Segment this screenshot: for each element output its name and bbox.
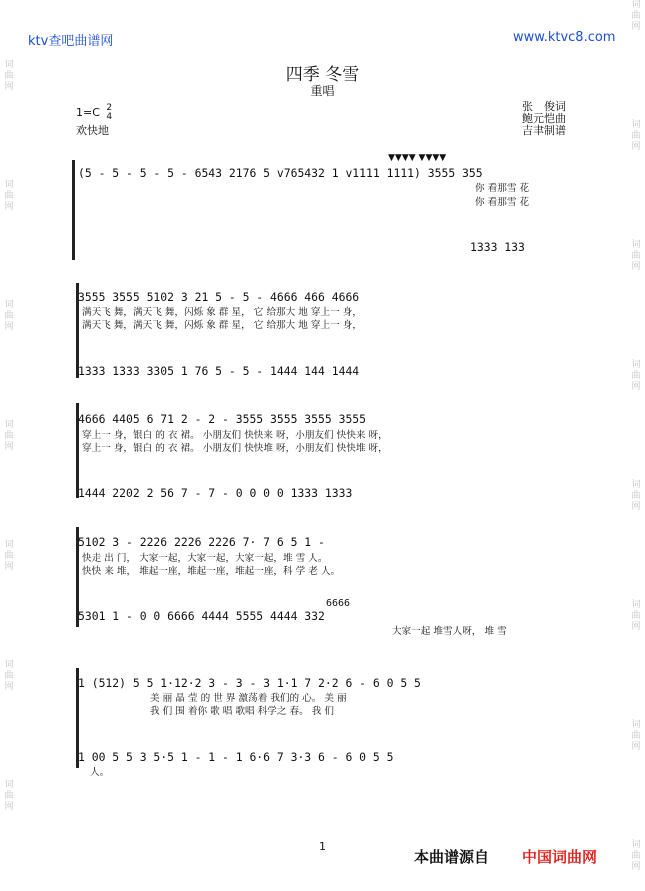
key-label: 1=C — [76, 106, 100, 119]
system-2-lyric-2: 满天飞 舞，满天飞 舞，闪烁 象 群 星， 它 给那大 地 穿上一 身， — [82, 320, 362, 331]
lyricist: 张 俊词 — [522, 100, 566, 113]
system-2-lyric-1: 满天飞 舞，满天飞 舞，闪烁 象 群 星， 它 给那大 地 穿上一 身， — [82, 307, 362, 318]
watermark-left-1: 词曲网 — [4, 60, 14, 92]
watermark-right-4: 词曲网 — [631, 360, 641, 392]
accent-marks: ▼▼▼▼ ▼▼▼▼ — [388, 153, 447, 163]
system-3-upper-staff: 4666 4405 6 71 2 - 2 - 3555 3555 3555 3555 — [78, 412, 367, 426]
system-2-lower-staff: 1333 1333 3305 1 76 5 - 5 - 1444 144 1444 — [78, 364, 360, 378]
watermark-right-2: 词曲网 — [631, 120, 641, 152]
tempo-marking: 欢快地 — [76, 124, 109, 137]
watermark-left-4: 词曲网 — [4, 420, 14, 452]
system-2-upper-staff: 3555 3555 5102 3 21 5 - 5 - 4666 466 4666 — [78, 290, 360, 304]
system-5-lower-staff: 1 00 5 5 3 5·5 1 - 1 - 1 6·6 7 3·3 6 - 6 0 5 5 — [78, 750, 394, 764]
system-1-lower-staff: 1333 133 — [470, 240, 525, 254]
watermark-right-7: 词曲网 — [631, 720, 641, 752]
composer: 鲍元恺曲 — [522, 112, 566, 125]
watermark-right-6: 词曲网 — [631, 600, 641, 632]
system-4-upper-staff: 5102 3 - 2226 2226 2226 7· 7 6 5 1 - — [78, 535, 325, 549]
system-4-chord-upper: 6666 — [326, 598, 351, 609]
time-signature — [106, 104, 112, 122]
system-4-lyric-3: 大家一起 堆雪人呀， 堆 雪 — [392, 626, 507, 637]
watermark-left-7: 词曲网 — [4, 780, 14, 812]
source-site-link[interactable]: 中国词曲网 — [522, 848, 598, 866]
system-1-lyric-1: 你 看那雪 花 — [475, 183, 530, 194]
system-5-upper-staff: 1 (512) 5 5 1·12·2 3 - 3 - 3 1·1 7 2·2 6 - 6 0 5 5 — [78, 676, 421, 690]
site-url-right: www.ktvc8.com — [513, 30, 616, 45]
watermark-right-5: 词曲网 — [631, 480, 641, 512]
system-5-lyric-3: 人。 — [90, 767, 110, 778]
system-3-lyric-2: 穿上一 身，银白 的 衣 裙。 小朋友们 快快堆 呀，小朋友们 快快堆 呀， — [82, 443, 388, 454]
key-signature — [76, 104, 112, 122]
engraver: 吉聿制谱 — [522, 124, 566, 137]
system-4-lyric-2: 快快 来 堆， 堆起一座，堆起一座，堆起一座，科 学 老 人。 — [82, 566, 341, 577]
system-5-lyric-1: 美 丽 晶 莹 的 世 界 激荡着 我们的 心。 美 丽 — [150, 693, 347, 704]
watermark-left-2: 词曲网 — [4, 180, 14, 212]
watermark-right-1: 词曲网 — [631, 0, 641, 32]
song-subtitle: 重唱 — [310, 84, 335, 98]
system-3-lower-staff: 1444 2202 2 56 7 - 7 - 0 0 0 0 1333 1333 — [78, 486, 353, 500]
time-bottom: 4 — [106, 112, 113, 122]
system-1-lyric-2: 你 看那雪 花 — [475, 197, 530, 208]
watermark-left-3: 词曲网 — [4, 300, 14, 332]
source-label: 本曲谱源自 — [414, 848, 490, 866]
song-title: 四季 冬雪 — [285, 65, 360, 85]
watermark-left-5: 词曲网 — [4, 540, 14, 572]
system-3-lyric-1: 穿上一 身，银白 的 衣 裙。 小朋友们 快快来 呀，小朋友们 快快来 呀， — [82, 430, 388, 441]
page-number: 1 — [319, 840, 326, 853]
watermark-right-3: 词曲网 — [631, 240, 641, 272]
watermark-right-8: 词曲网 — [631, 840, 641, 872]
system-5-lyric-2: 我 们 围 着你 歌 唱 歌唱 科学之 春。 我 们 — [150, 706, 334, 717]
system-4-lyric-1: 快走 出 门， 大家一起，大家一起，大家一起，堆 雪 人。 — [82, 553, 328, 564]
system-4-lower-staff: 5301 1 - 0 0 6666 4444 5555 4444 332 — [78, 609, 325, 623]
site-name-left: ktv查吧曲谱网 — [28, 34, 114, 49]
watermark-left-6: 词曲网 — [4, 660, 14, 692]
time-top: 2 — [106, 103, 113, 113]
system-1-upper-staff: (5 - 5 - 5 - 5 - 6543 2176 5 v765432 1 v1111 1111) 3555 355 — [78, 166, 483, 180]
